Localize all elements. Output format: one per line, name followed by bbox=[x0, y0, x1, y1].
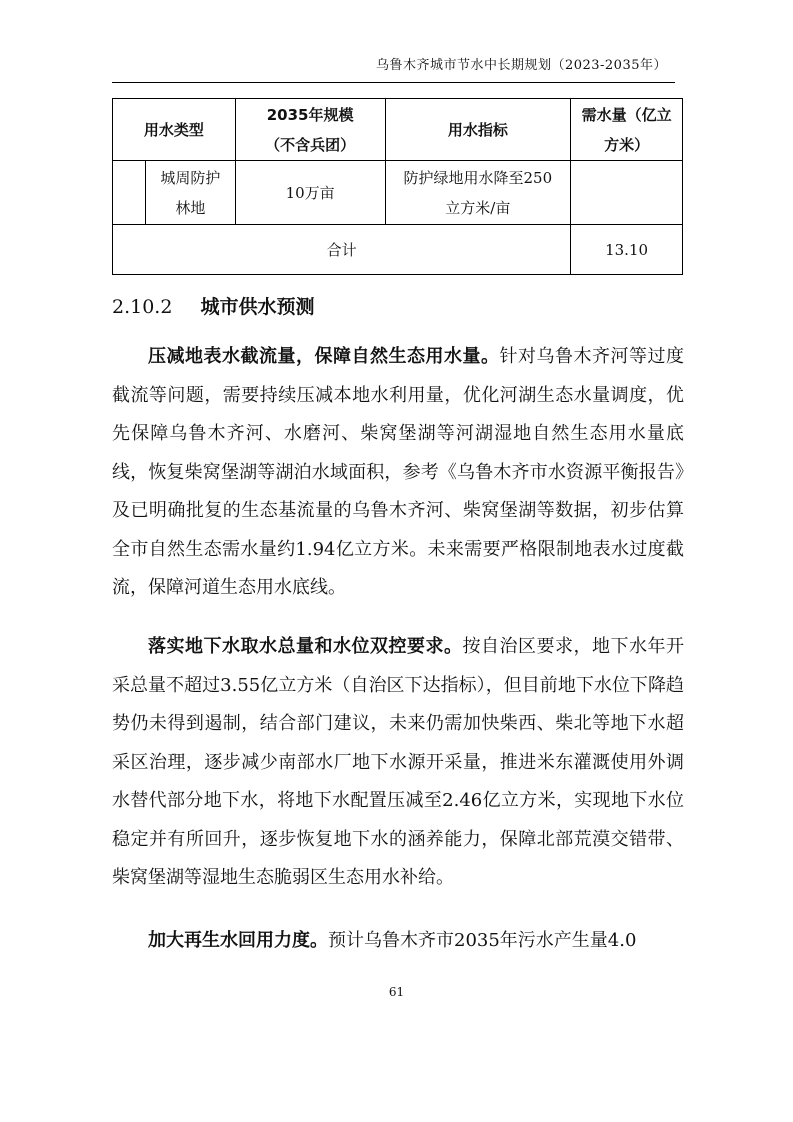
paragraph-lead: 加大再生水回用力度。 bbox=[148, 930, 328, 951]
table-cell-blank bbox=[113, 161, 146, 225]
total-value: 13.10 bbox=[571, 225, 683, 275]
header-demand bbox=[571, 99, 683, 161]
paragraph bbox=[112, 922, 684, 961]
header-indicator: 用水指标 bbox=[385, 99, 571, 161]
table-cell-type bbox=[145, 161, 235, 225]
header-demand-line1: 需水量（亿立 bbox=[581, 105, 672, 124]
header-type: 用水类型 bbox=[113, 99, 236, 161]
paragraph-lead: 压减地表水截流量，保障自然生态用水量。 bbox=[148, 346, 500, 367]
section-title: 城市供水预测 bbox=[200, 296, 315, 318]
indicator-line1: 防护绿地用水降至250 bbox=[403, 168, 553, 187]
table-total-row bbox=[113, 225, 683, 275]
table-cell-demand bbox=[571, 161, 683, 225]
page-number: 61 bbox=[388, 985, 405, 999]
water-demand-table bbox=[112, 98, 683, 275]
header-demand-line2: 方米） bbox=[604, 135, 650, 154]
table-cell-indicator bbox=[385, 161, 571, 225]
type-line1: 城周防护 bbox=[160, 168, 221, 187]
total-label: 合计 bbox=[113, 225, 571, 275]
paragraph-text: 按自治区要求，地下水年开采总量不超过3.55亿立方米（自治区下达指标），但目前地下水位下降趋势仍未得到遏制，结合部门建议，未来仍需加快柴西、柴北等地下水超采区治理，逐步减少南部水厂地下水源开采量，推进米东灌溉使用外调水替代部分地下水，将地下水配置压减至2.46亿立方米，实现地下水位稳定并有所回升，逐步恢复地下水的涵养能力，保障北部荒漠交错带、柴窝堡湖等湿地生态脆弱区生态用水补给。 bbox=[112, 636, 684, 888]
table-row bbox=[113, 161, 683, 225]
section-heading bbox=[112, 292, 314, 319]
paragraph-text: 针对乌鲁木齐河等过度截流等问题，需要持续压减本地水利用量，优化河湖生态水量调度，优先保障乌鲁木齐河、水磨河、柴窝堡湖等河湖湿地自然生态用水量底线，恢复柴窝堡湖等湖泊水域面积，参考《乌鲁木齐市水资源平衡报告》及已明确批复的生态基流量的乌鲁木齐河、柴窝堡湖等数据，初步估算全市自然生态需水量约1.94亿立方米。未来需要严格限制地表水过度截流，保障河道生态用水底线。 bbox=[112, 346, 684, 598]
indicator-line2: 立方米/亩 bbox=[445, 198, 511, 217]
header-scale-line1: 2035年规模 bbox=[266, 105, 354, 124]
paragraph-lead: 落实地下水取水总量和水位双控要求。 bbox=[148, 636, 463, 657]
header-scale-line2: （不含兵团） bbox=[265, 135, 356, 154]
paragraph bbox=[112, 628, 684, 898]
header-scale bbox=[235, 99, 385, 161]
type-line2: 林地 bbox=[175, 198, 206, 217]
table-cell-scale: 10万亩 bbox=[235, 161, 385, 225]
table-header-row bbox=[113, 99, 683, 161]
paragraph bbox=[112, 338, 684, 608]
section-number: 2.10.2 bbox=[112, 296, 173, 318]
header-title: 乌鲁木齐城市节水中长期规划（2023-2035年） bbox=[375, 58, 667, 73]
page-header bbox=[112, 52, 675, 83]
paragraph-text: 预计乌鲁木齐市2035年污水产生量4.0 bbox=[328, 930, 637, 951]
